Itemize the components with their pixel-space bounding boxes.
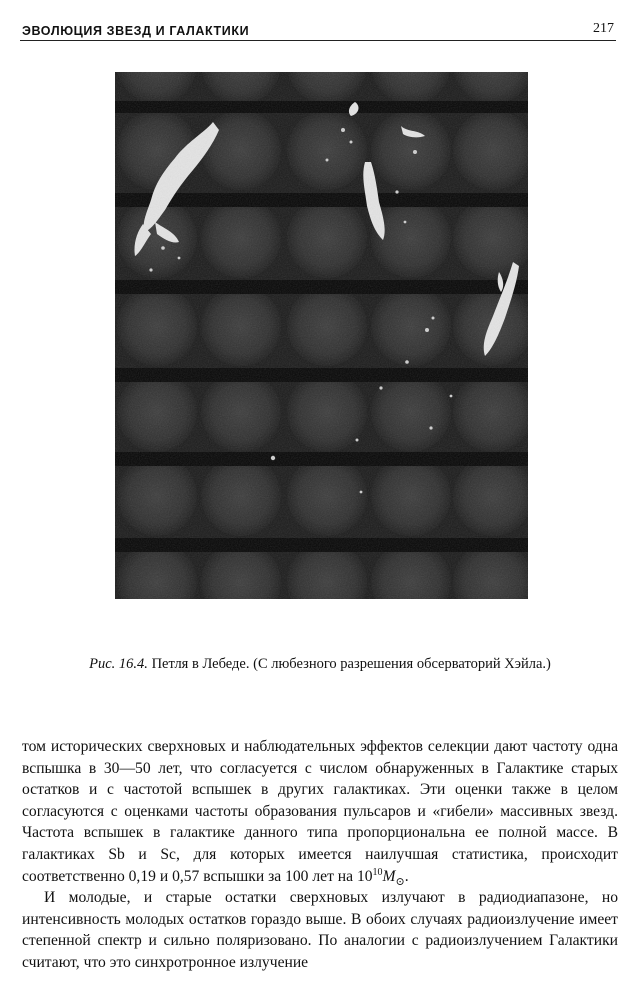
sun-symbol: ⊙	[395, 875, 405, 888]
film-grain	[115, 72, 528, 599]
mass-base: 10	[356, 867, 373, 885]
mass-exponent: 10	[372, 866, 383, 878]
page-header	[20, 18, 616, 41]
caption-text: Петля в Лебеде. (С любезного разрешения обсерваторий Хэйла.)	[151, 656, 551, 672]
figure-caption	[20, 656, 620, 673]
paragraph-1-text: том исторических сверхновых и наблюдательных эффектов селекции дают частоту одна вспышка в 30—50 лет, что согласуется с числом обнаруженных в Галактике старых остатков и с частотой вспышек в других галактиках. Эти оценки также в целом согласуются с оценками частоты образования пульсаров и «гибели» массивных звезд. Частота вспышек в галактике данного типа пропорциональна ее полной массе. В галактиках Sb и Sc, для которых имеется наилучшая статистика, происходит соответственно 0,19 и 0,57 вспышки за 100 лет на	[22, 738, 618, 885]
mass-symbol: M	[382, 867, 396, 885]
caption-label: Рис. 16.4.	[89, 656, 148, 672]
nebula-photograph	[115, 72, 528, 599]
running-head: ЭВОЛЮЦИЯ ЗВЕЗД И ГАЛАКТИКИ	[22, 24, 250, 38]
body-text	[22, 736, 618, 974]
cygnus-loop-image	[115, 72, 528, 599]
paragraph-1-end: .	[404, 867, 409, 885]
paragraph-2: И молодые, и старые остатки сверхновых излучают в радиодиапазоне, но интенсивность молодых остатков гораздо выше. В обоих случаях радиоизлучение имеет степенной спектр и сильно поляризовано. По аналогии с радиоизлучением Галактики считают, что это синхротронное излучение	[22, 889, 618, 971]
page-number: 217	[593, 21, 614, 36]
paragraph-1	[22, 736, 618, 887]
